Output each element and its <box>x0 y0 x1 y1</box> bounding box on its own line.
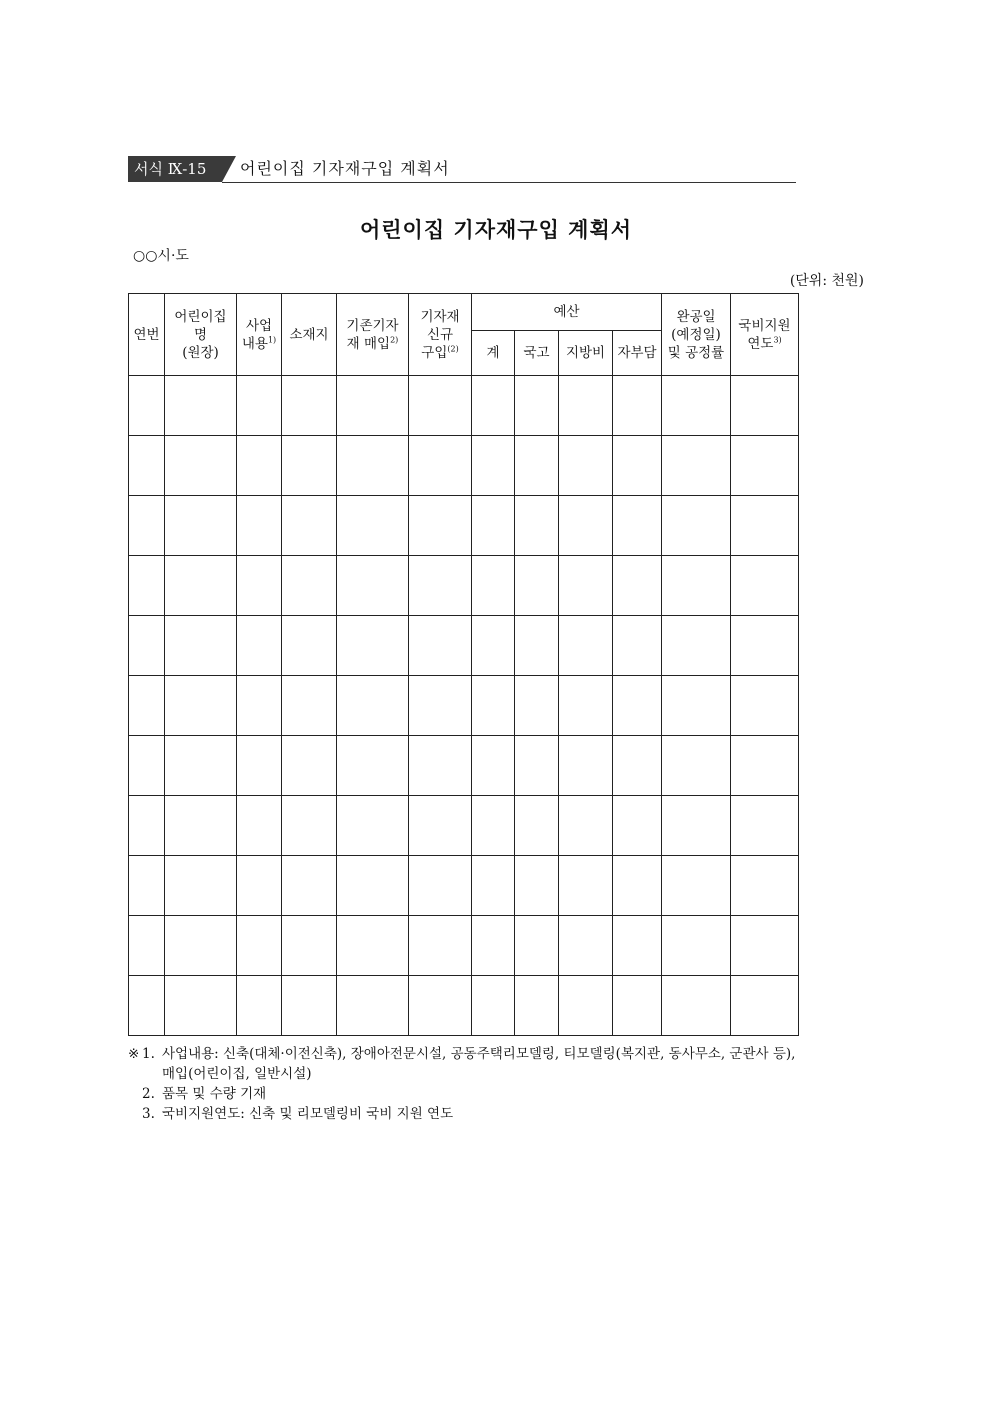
table-cell[interactable] <box>472 916 515 976</box>
table-cell[interactable] <box>515 556 559 616</box>
table-cell[interactable] <box>409 556 472 616</box>
table-cell[interactable] <box>282 616 337 676</box>
table-cell[interactable] <box>559 856 613 916</box>
table-cell[interactable] <box>559 916 613 976</box>
table-cell[interactable] <box>409 856 472 916</box>
table-cell[interactable] <box>613 556 662 616</box>
table-cell[interactable] <box>165 496 237 556</box>
table-cell[interactable] <box>662 436 731 496</box>
table-cell[interactable] <box>282 436 337 496</box>
table-cell[interactable] <box>165 736 237 796</box>
table-cell[interactable] <box>662 376 731 436</box>
table-cell[interactable] <box>472 496 515 556</box>
table-cell[interactable] <box>165 796 237 856</box>
table-cell[interactable] <box>409 376 472 436</box>
table-cell[interactable] <box>337 916 409 976</box>
table-cell[interactable] <box>559 496 613 556</box>
table-row <box>129 916 799 976</box>
table-cell[interactable] <box>282 556 337 616</box>
header-budget-national: 국고 <box>515 331 559 376</box>
table-cell[interactable] <box>129 976 165 1036</box>
table-cell[interactable] <box>613 676 662 736</box>
table-cell[interactable] <box>515 796 559 856</box>
table-cell[interactable] <box>237 676 282 736</box>
footnote-3: 3. 국비지원연도: 신축 및 리모델링비 국비 지원 연도 <box>142 1106 454 1122</box>
table-cell[interactable] <box>129 916 165 976</box>
table-cell[interactable] <box>337 436 409 496</box>
form-code-tag-tail <box>222 156 236 182</box>
table-cell[interactable] <box>559 436 613 496</box>
table-cell[interactable] <box>282 796 337 856</box>
table-cell[interactable] <box>237 616 282 676</box>
table-cell[interactable] <box>559 676 613 736</box>
table-cell[interactable] <box>731 916 799 976</box>
table-cell[interactable] <box>559 556 613 616</box>
table-cell[interactable] <box>165 616 237 676</box>
table-cell[interactable] <box>282 496 337 556</box>
footnote-1-continued: 매입(어린이집, 일반시설) <box>162 1066 312 1082</box>
table-cell[interactable] <box>515 496 559 556</box>
table-cell[interactable] <box>409 616 472 676</box>
table-cell[interactable] <box>515 676 559 736</box>
table-cell[interactable] <box>662 916 731 976</box>
table-cell[interactable] <box>129 616 165 676</box>
form-header-title: 어린이집 기자재구입 계획서 <box>240 159 450 178</box>
table-cell[interactable] <box>282 676 337 736</box>
table-cell[interactable] <box>472 556 515 616</box>
header-budget-local: 지방비 <box>559 331 613 376</box>
table-cell[interactable] <box>662 676 731 736</box>
table-cell[interactable] <box>282 976 337 1036</box>
table-cell[interactable] <box>237 916 282 976</box>
header-completion-date: 완공일 (예정일) 및 공정률 <box>662 294 731 376</box>
header-daycare-name: 어린이집 명 (원장) <box>165 294 237 376</box>
region-label: ○○시·도 <box>133 248 189 264</box>
table-cell[interactable] <box>613 496 662 556</box>
table-cell[interactable] <box>337 676 409 736</box>
document-title: 어린이집 기자재구입 계획서 <box>359 218 633 242</box>
table-cell[interactable] <box>731 676 799 736</box>
table-cell[interactable] <box>613 736 662 796</box>
table-cell[interactable] <box>282 916 337 976</box>
table-cell[interactable] <box>282 856 337 916</box>
header-rule <box>222 182 796 183</box>
table-cell[interactable] <box>165 436 237 496</box>
table-cell[interactable] <box>515 916 559 976</box>
table-cell[interactable] <box>662 616 731 676</box>
footnotes <box>128 1044 795 1124</box>
table-cell[interactable] <box>515 376 559 436</box>
table-cell[interactable] <box>129 796 165 856</box>
table-cell[interactable] <box>129 736 165 796</box>
table-cell[interactable] <box>409 796 472 856</box>
table-cell[interactable] <box>559 616 613 676</box>
plan-table <box>128 293 799 1036</box>
table-row <box>129 616 799 676</box>
table-cell[interactable] <box>129 496 165 556</box>
header-national-support-year: 국비지원 연도$^{3)}$ <box>731 294 799 376</box>
table-cell[interactable] <box>282 736 337 796</box>
table-cell[interactable] <box>472 376 515 436</box>
table-cell[interactable] <box>559 736 613 796</box>
table-cell[interactable] <box>613 616 662 676</box>
table-cell[interactable] <box>613 916 662 976</box>
table-row <box>129 856 799 916</box>
table-cell[interactable] <box>472 976 515 1036</box>
table-cell[interactable] <box>165 916 237 976</box>
header-existing-equipment-purchase: 기존기자 재 매입$^{2)}$ <box>337 294 409 376</box>
table-cell[interactable] <box>129 856 165 916</box>
table-cell[interactable] <box>559 376 613 436</box>
table-cell[interactable] <box>613 856 662 916</box>
table-cell[interactable] <box>409 676 472 736</box>
footnote-1: ※ 1. 사업내용: 신축(대체·이전신축), 장애아전문시설, 공동주택리모델링, 티모델링(복지관, 동사무소, 군관사 등), <box>128 1046 796 1062</box>
table-cell[interactable] <box>559 976 613 1036</box>
table-cell[interactable] <box>129 676 165 736</box>
table-cell[interactable] <box>165 676 237 736</box>
table-cell[interactable] <box>337 796 409 856</box>
table-cell[interactable] <box>409 496 472 556</box>
table-cell[interactable] <box>731 856 799 916</box>
table-cell[interactable] <box>409 976 472 1036</box>
table-cell[interactable] <box>237 736 282 796</box>
table-cell[interactable] <box>515 736 559 796</box>
table-cell[interactable] <box>337 736 409 796</box>
table-cell[interactable] <box>337 616 409 676</box>
table-cell[interactable] <box>662 796 731 856</box>
header-budget: 예산 <box>472 294 662 331</box>
table-row <box>129 736 799 796</box>
table-cell[interactable] <box>337 376 409 436</box>
header-budget-total: 계 <box>472 331 515 376</box>
table-cell[interactable] <box>662 856 731 916</box>
table-row <box>129 796 799 856</box>
table-cell[interactable] <box>237 856 282 916</box>
table-cell[interactable] <box>337 856 409 916</box>
table-cell[interactable] <box>165 376 237 436</box>
table-cell[interactable] <box>472 436 515 496</box>
header-new-equipment-purchase: 기자재 신규 구입$^{(2)}$ <box>409 294 472 376</box>
form-header <box>128 156 796 184</box>
table-cell[interactable] <box>613 436 662 496</box>
table-cell[interactable] <box>237 436 282 496</box>
table-cell[interactable] <box>731 976 799 1036</box>
table-row <box>129 556 799 616</box>
table-cell[interactable] <box>731 556 799 616</box>
table-cell[interactable] <box>337 556 409 616</box>
reference-mark: ※ <box>128 1046 140 1062</box>
table-cell[interactable] <box>559 796 613 856</box>
table-cell[interactable] <box>337 976 409 1036</box>
table-cell[interactable] <box>237 556 282 616</box>
header-serial-number: 연번 <box>129 294 165 376</box>
table-cell[interactable] <box>731 736 799 796</box>
table-cell[interactable] <box>613 976 662 1036</box>
table-cell[interactable] <box>515 976 559 1036</box>
footnote-2: 2. 품목 및 수량 기재 <box>142 1086 267 1102</box>
table-cell[interactable] <box>731 376 799 436</box>
table-cell[interactable] <box>237 496 282 556</box>
table-cell[interactable] <box>613 376 662 436</box>
table-row <box>129 976 799 1036</box>
header-budget-self: 자부담 <box>613 331 662 376</box>
table-cell[interactable] <box>731 436 799 496</box>
table-cell[interactable] <box>165 976 237 1036</box>
table-cell[interactable] <box>165 856 237 916</box>
table-cell[interactable] <box>337 496 409 556</box>
header-project-content: 사업 내용$^{1)}$ <box>237 294 282 376</box>
table-cell[interactable] <box>662 976 731 1036</box>
table-cell[interactable] <box>129 376 165 436</box>
table-cell[interactable] <box>237 796 282 856</box>
unit-label: (단위: 천원) <box>789 273 864 289</box>
table-cell[interactable] <box>662 736 731 796</box>
table-cell[interactable] <box>662 496 731 556</box>
table-row <box>129 436 799 496</box>
table-cell[interactable] <box>472 736 515 796</box>
table-cell[interactable] <box>472 616 515 676</box>
table-cell[interactable] <box>282 376 337 436</box>
table-cell[interactable] <box>731 616 799 676</box>
table-cell[interactable] <box>472 796 515 856</box>
table-cell[interactable] <box>409 916 472 976</box>
table-cell[interactable] <box>662 556 731 616</box>
table-cell[interactable] <box>472 676 515 736</box>
table-cell[interactable] <box>237 376 282 436</box>
table-cell[interactable] <box>613 796 662 856</box>
table-cell[interactable] <box>129 556 165 616</box>
header-location: 소재지 <box>282 294 337 376</box>
table-cell[interactable] <box>165 556 237 616</box>
table-cell[interactable] <box>515 856 559 916</box>
table-row <box>129 376 799 436</box>
table-cell[interactable] <box>515 436 559 496</box>
table-cell[interactable] <box>515 616 559 676</box>
table-cell[interactable] <box>731 796 799 856</box>
table-cell[interactable] <box>409 436 472 496</box>
table-row <box>129 496 799 556</box>
table-cell[interactable] <box>409 736 472 796</box>
table-row <box>129 676 799 736</box>
form-code-tag: 서식 Ⅸ-15 <box>128 156 222 182</box>
table-cell[interactable] <box>129 436 165 496</box>
table-cell[interactable] <box>472 856 515 916</box>
table-cell[interactable] <box>731 496 799 556</box>
table-cell[interactable] <box>237 976 282 1036</box>
